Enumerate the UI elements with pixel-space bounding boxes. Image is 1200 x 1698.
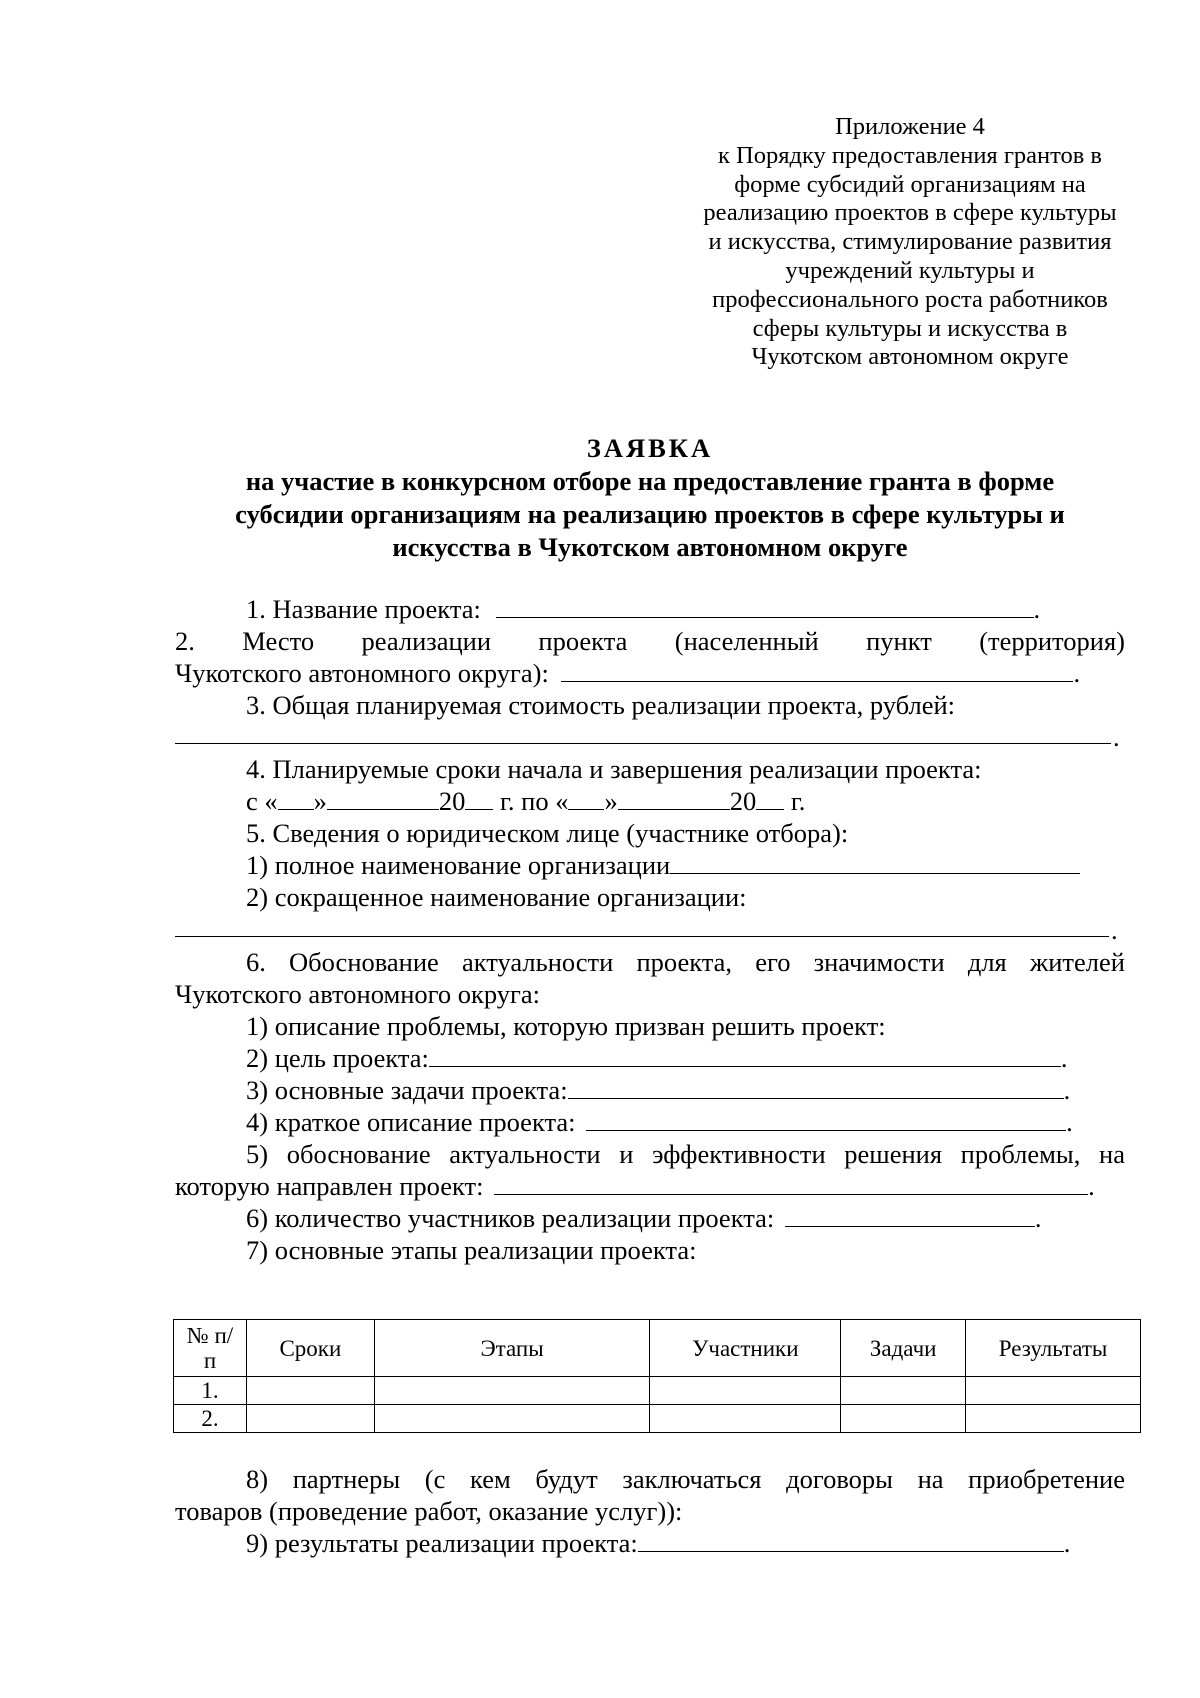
appendix-line: реализацию проектов в сфере культуры <box>703 199 1117 227</box>
item-2-cont-label: Чукотского автономного округа): <box>175 658 549 688</box>
appendix-line: учреждений культуры и <box>785 256 1035 284</box>
item-6-6-participants-count <box>175 1202 1125 1234</box>
table-cell[interactable] <box>841 1377 966 1405</box>
item-6-4-description <box>175 1106 1125 1138</box>
word: (с <box>424 1464 446 1494</box>
word: будут <box>535 1464 598 1494</box>
row-number: 1. <box>174 1377 247 1405</box>
item-6-3-label: 3) основные задачи проекта: <box>246 1075 568 1105</box>
column-header: Этапы <box>374 1320 650 1377</box>
item-9-label: 9) результаты реализации проекта: <box>246 1528 638 1558</box>
column-header: № п/п <box>174 1320 247 1377</box>
word: пункт <box>866 626 932 656</box>
year-prefix: 20 <box>729 786 757 816</box>
item-6-1-label: 1) описание проблемы, которую призван решить проект: <box>246 1011 886 1041</box>
word: 6. <box>246 947 266 977</box>
word: партнеры <box>292 1464 401 1494</box>
word: проекта, <box>636 947 733 977</box>
project-tasks-field[interactable] <box>568 1076 1064 1099</box>
start-month-field[interactable] <box>327 787 439 810</box>
justification-field[interactable] <box>494 1172 1088 1195</box>
start-day-field[interactable] <box>278 787 314 810</box>
item-5-2-short-name <box>175 881 1125 913</box>
item-4-label: 4. Планируемые сроки начала и завершения реализации проекта: <box>246 754 982 784</box>
item-6-5-justification-line <box>175 1138 1125 1170</box>
word: на <box>1099 1139 1125 1169</box>
item-6-2-label: 2) цель проекта: <box>246 1043 429 1073</box>
word: на <box>917 1464 944 1494</box>
location-field[interactable] <box>561 659 1073 682</box>
word: проекта <box>538 626 628 656</box>
word: его <box>755 947 791 977</box>
start-year-field[interactable] <box>465 787 493 810</box>
item-8-partners-line <box>175 1463 1125 1495</box>
end-year-field[interactable] <box>756 787 784 810</box>
word: значимости <box>813 947 945 977</box>
word: Место <box>242 626 315 656</box>
appendix-line: форме субсидий организациям на <box>734 170 1086 198</box>
column-header: Задачи <box>841 1320 966 1377</box>
date-from-text: с « <box>246 786 278 816</box>
word: для <box>967 947 1007 977</box>
word: (территория) <box>979 626 1125 656</box>
item-1-label: 1. Название проекта: <box>246 594 481 624</box>
table-cell[interactable] <box>374 1377 650 1405</box>
period: . <box>1033 594 1041 624</box>
project-name-field[interactable] <box>496 595 1034 618</box>
item-6-relevance-line <box>175 946 1125 978</box>
word: решения <box>844 1139 943 1169</box>
table-cell[interactable] <box>841 1405 966 1433</box>
item-6-5-cont-label: которую направлен проект: <box>175 1171 484 1201</box>
item-8-cont-label: товаров (проведение работ, оказание услуг)): <box>175 1496 683 1526</box>
item-9-results <box>175 1527 1125 1559</box>
item-5-2-label: 2) сокращенное наименование организации: <box>246 882 747 912</box>
word: актуальности <box>449 1139 601 1169</box>
item-6-7-stages <box>175 1234 1125 1266</box>
appendix-line: Чукотском автономном округе <box>751 343 1069 371</box>
word: 8) <box>246 1464 269 1494</box>
table-cell[interactable] <box>966 1405 1141 1433</box>
item-5-1-label: 1) полное наименование организации <box>246 850 671 880</box>
appendix-line: сферы культуры и искусства в <box>752 314 1068 342</box>
item-2-location-line <box>175 625 1125 657</box>
appendix-line: профессионального роста работников <box>712 285 1108 313</box>
word: кем <box>469 1464 511 1494</box>
year-prefix: 20 <box>438 786 466 816</box>
title-line: субсидии организациям на реализацию проектов в сфере культуры и <box>235 499 1065 529</box>
table-header-row <box>174 1320 1141 1377</box>
word: (населенный <box>674 626 819 656</box>
period: . <box>1066 1107 1073 1137</box>
end-month-field[interactable] <box>618 787 730 810</box>
appendix-line: и искусства, стимулирование развития <box>708 228 1112 256</box>
item-4-dates <box>175 753 1125 785</box>
period: . <box>1111 915 1118 945</box>
word: актуальности <box>461 947 614 977</box>
appendix-line: Приложение 4 <box>835 113 985 140</box>
item-6-5-continuation <box>175 1170 1125 1202</box>
project-description-field[interactable] <box>586 1108 1066 1131</box>
item-3-cost <box>175 689 1125 721</box>
word: реализации <box>361 626 492 656</box>
word: договоры <box>786 1464 893 1494</box>
word: Обоснование <box>289 947 439 977</box>
results-field[interactable] <box>638 1529 1064 1552</box>
word: заключаться <box>622 1464 762 1494</box>
table-cell[interactable] <box>650 1405 841 1433</box>
table-cell[interactable] <box>374 1405 650 1433</box>
table-cell[interactable] <box>966 1377 1141 1405</box>
quote: » <box>313 786 327 816</box>
period: . <box>1063 1528 1071 1558</box>
appendix-line: к Порядку предоставления грантов в <box>717 141 1103 169</box>
item-5-1-full-name <box>175 849 1125 881</box>
word: жителей <box>1029 947 1125 977</box>
document-title <box>175 432 1125 564</box>
item-6-3-tasks <box>175 1074 1125 1106</box>
table-cell[interactable] <box>650 1377 841 1405</box>
item-2-continuation <box>175 657 1125 689</box>
item-6-4-label: 4) краткое описание проекта: <box>246 1107 576 1137</box>
word: 5) <box>246 1139 269 1169</box>
row-number: 2. <box>174 1405 247 1433</box>
item-6-cont-label: Чукотского автономного округа: <box>175 979 541 1009</box>
participants-count-field[interactable] <box>785 1204 1035 1227</box>
word: приобретение <box>968 1464 1125 1494</box>
appendix-header <box>700 113 1120 372</box>
word: и <box>619 1139 634 1169</box>
cost-field[interactable] <box>175 743 1111 744</box>
item-5-label: 5. Сведения о юридическом лице (участнике отбора): <box>246 818 849 848</box>
period: . <box>1060 1043 1068 1073</box>
year-suffix: г. <box>784 786 806 816</box>
title-line: искусства в Чукотском автономном округе <box>392 532 908 562</box>
item-8-continuation <box>175 1495 1125 1527</box>
end-day-field[interactable] <box>568 787 604 810</box>
word: проблемы, <box>960 1139 1081 1169</box>
item-6-continuation <box>175 978 1125 1010</box>
period: . <box>1034 1203 1042 1233</box>
table-row <box>174 1405 1141 1433</box>
stages-table <box>173 1319 1141 1433</box>
quote: » <box>604 786 618 816</box>
item-4-date-range <box>175 785 1125 817</box>
item-6-7-label: 7) основные этапы реализации проекта: <box>246 1235 697 1265</box>
word: 2. <box>175 626 195 656</box>
column-header: Сроки <box>246 1320 374 1377</box>
period: . <box>1063 1075 1071 1105</box>
table-cell[interactable] <box>246 1405 374 1433</box>
org-full-name-field[interactable] <box>670 851 1080 874</box>
word: эффективности <box>652 1139 826 1169</box>
item-6-6-label: 6) количество участников реализации проекта: <box>246 1203 775 1233</box>
item-6-1-problem <box>175 1010 1125 1042</box>
item-3-label: 3. Общая планируемая стоимость реализации проекта, рублей: <box>246 690 956 720</box>
date-to-text: г. по « <box>493 786 569 816</box>
word: обоснование <box>286 1139 431 1169</box>
period: . <box>1113 722 1120 752</box>
item-6-2-goal <box>175 1042 1125 1074</box>
column-header: Результаты <box>966 1320 1141 1377</box>
item-1-project-name <box>175 593 1125 625</box>
org-short-name-field[interactable] <box>175 936 1109 937</box>
period: . <box>1073 658 1081 688</box>
period: . <box>1088 1171 1095 1201</box>
column-header: Участники <box>650 1320 841 1377</box>
table-row <box>174 1377 1141 1405</box>
item-5-legal-entity <box>175 817 1125 849</box>
table-cell[interactable] <box>246 1377 374 1405</box>
title-line: на участие в конкурсном отборе на предоставление гранта в форме <box>245 466 1055 496</box>
project-goal-field[interactable] <box>429 1044 1061 1067</box>
title-heading: ЗАЯВКА <box>586 433 714 463</box>
